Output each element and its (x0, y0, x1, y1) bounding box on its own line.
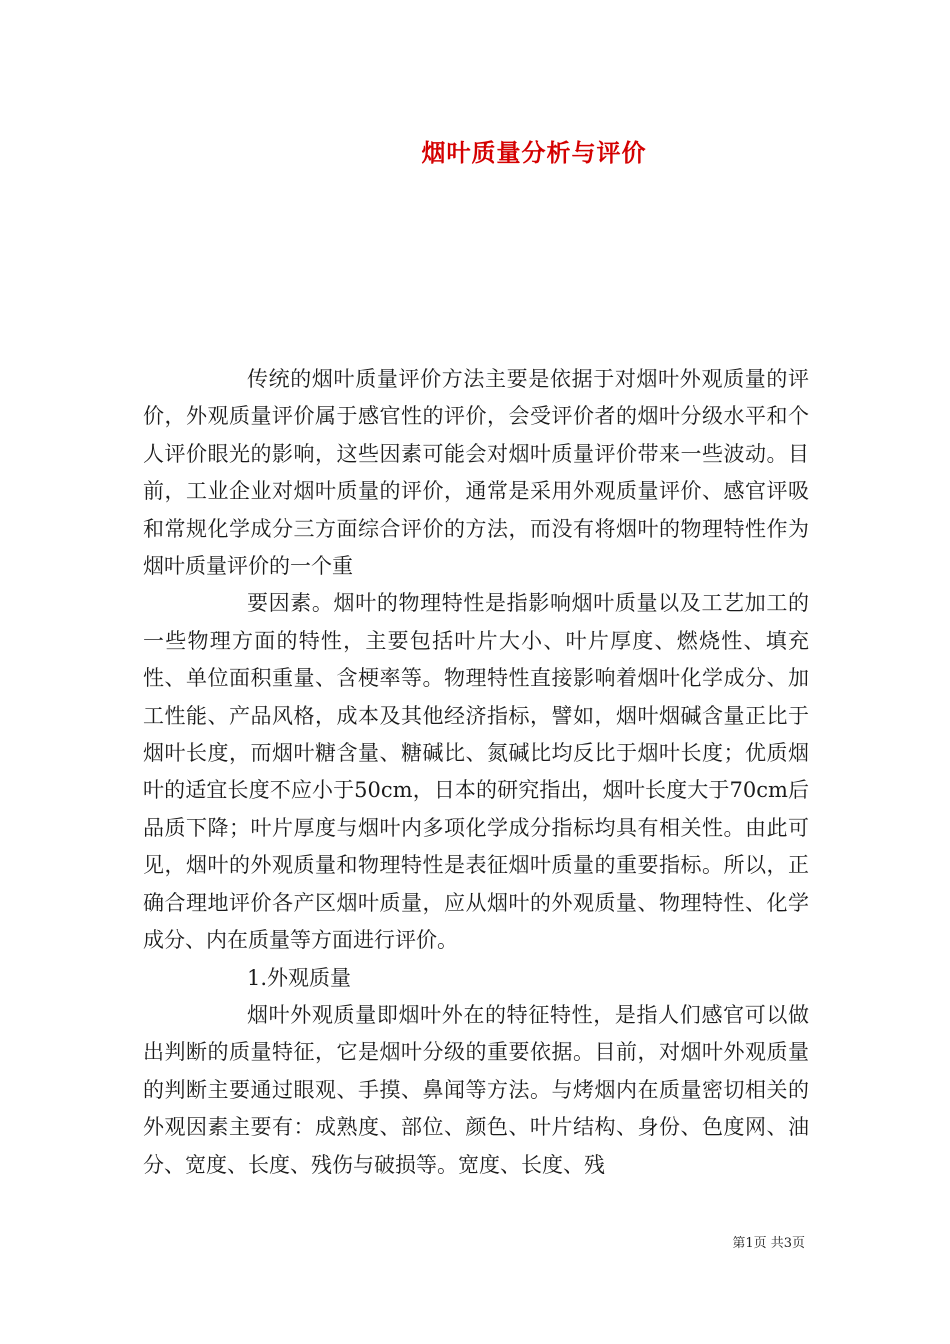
paragraph-1: 传统的烟叶质量评价方法主要是依据于对烟叶外观质量的评价，外观质量评价属于感官性的评价，会受评价者的烟叶分级水平和个人评价眼光的影响，这些因素可能会对烟叶质量评价带来一些波动。目前，工业企业对烟叶质量的评价，通常是采用外观质量评价、感官评吸和常规化学成分三方面综合评价的方法，而没有将烟叶的物理特性作为烟叶质量评价的一个重 (143, 367, 809, 579)
page-footer: 第1页 共3页 (732, 1236, 805, 1251)
document-body (143, 361, 809, 1184)
paragraph-2: 要因素。烟叶的物理特性是指影响烟叶质量以及工艺加工的一些物理方面的特性，主要包括叶片大小、叶片厚度、燃烧性、填充性、单位面积重量、含梗率等。物理特性直接影响着烟叶化学成分、加工性能、产品风格，成本及其他经济指标，譬如，烟叶烟碱含量正比于烟叶长度，而烟叶糖含量、糖碱比、氮碱比均反比于烟叶长度；优质烟叶的适宜长度不应小于50cm，日本的研究指出，烟叶长度大于70cm后品质下降；叶片厚度与烟叶内多项化学成分指标均具有相关性。由此可见，烟叶的外观质量和物理特性是表征烟叶质量的重要指标。所以，正确合理地评价各产区烟叶质量，应从烟叶的外观质量、物理特性、化学成分、内在质量等方面进行评价。 (143, 591, 809, 953)
section-heading-appearance-quality: 1.外观质量 (247, 965, 352, 990)
paragraph-3: 烟叶外观质量即烟叶外在的特征特性，是指人们感官可以做出判断的质量特征，它是烟叶分级的重要依据。目前，对烟叶外观质量的判断主要通过眼观、手摸、鼻闻等方法。与烤烟内在质量密切相关的外观因素主要有：成熟度、部位、颜色、叶片结构、身份、色度网、油分、宽度、长度、残伤与破损等。宽度、长度、残 (143, 1002, 809, 1177)
document-title: 烟叶质量分析与评价 (421, 138, 647, 167)
